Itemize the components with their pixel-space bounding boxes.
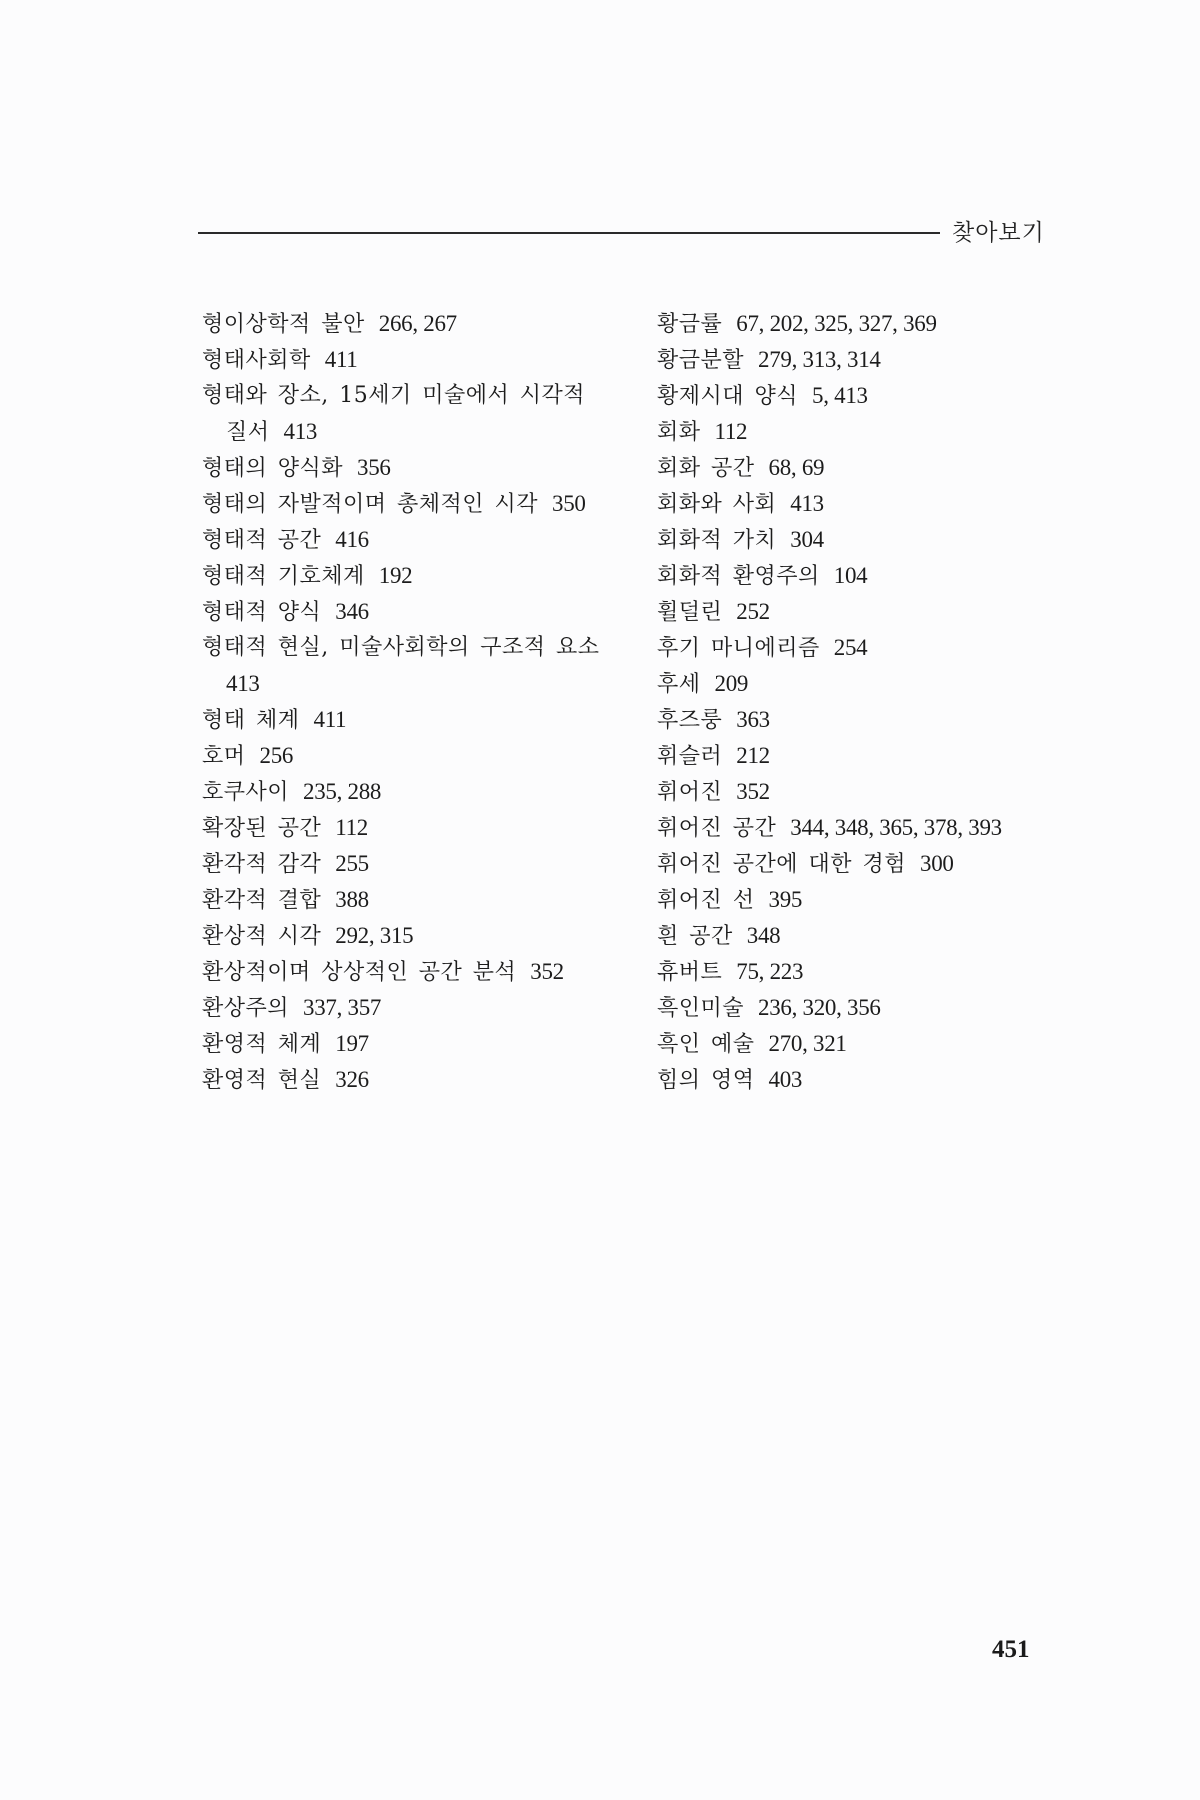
index-term: 환상적이며 상상적인 공간 분석 [202,960,517,985]
index-page-refs: 236, 320, 356 [758,995,881,1020]
index-entry [202,306,622,342]
index-entry [657,450,1097,486]
index-term: 형태적 공간 [202,528,322,553]
index-page-refs: 348 [746,923,781,948]
index-term: 형태적 현실, 미술사회학의 구조적 요소 [202,635,600,660]
index-term: 후즈룽 [657,708,723,733]
index-page-refs: 352 [530,959,564,984]
index-page-refs: 363 [736,707,770,732]
index-term: 환각적 감각 [202,852,322,877]
index-page-refs: 304 [790,527,824,552]
index-entry [202,486,622,522]
index-term: 형태사회학 [202,348,311,373]
index-page-refs: 352 [736,779,770,804]
index-term: 확장된 공간 [202,816,322,841]
index-entry [657,594,1097,630]
index-page-refs: 270, 321 [768,1031,847,1056]
index-entry [202,774,622,810]
index-term: 힘의 영역 [657,1068,755,1093]
index-entry [657,558,1097,594]
index-page-refs: 68, 69 [768,455,825,480]
index-entry [202,378,622,414]
index-page-refs: 411 [313,707,347,732]
index-entry [657,954,1097,990]
index-page-refs: 403 [768,1067,803,1092]
index-entry [657,486,1097,522]
index-term: 형태 체계 [202,708,300,733]
index-entry [657,810,1097,846]
index-page-refs: 255 [335,851,369,876]
index-term: 휠덜린 [657,600,723,625]
index-page-refs: 346 [335,599,369,624]
index-entry [657,738,1097,774]
index-entry [657,630,1097,666]
index-entry [202,342,622,378]
index-term: 황제시대 양식 [657,384,799,409]
index-entry [657,342,1097,378]
index-term: 휘어진 공간에 대한 경험 [657,852,907,877]
index-page-refs: 112 [714,419,748,444]
index-term: 휘어진 선 [657,888,755,913]
index-column-right [657,306,1097,1098]
index-entry [657,414,1097,450]
index-term: 환영적 체계 [202,1032,322,1057]
index-term: 황금률 [657,312,723,337]
index-entry [657,378,1097,414]
index-page-refs: 416 [335,527,369,552]
page-number: 451 [992,1636,1030,1663]
index-entry [202,594,622,630]
index-page-refs: 67, 202, 325, 327, 369 [736,311,937,336]
index-page-refs: 413 [283,419,318,444]
index-column-left [202,306,622,1098]
index-page-refs: 104 [833,563,868,588]
index-entry [202,846,622,882]
index-term: 휘슬러 [657,744,723,769]
index-term: 휴버트 [657,960,723,985]
index-page-refs: 212 [736,743,770,768]
index-page-refs: 344, 348, 365, 378, 393 [790,815,1002,840]
index-page-refs: 254 [833,635,868,660]
index-page-refs: 235, 288 [303,779,382,804]
index-entry [202,522,622,558]
index-page-refs: 192 [378,563,413,588]
index-term: 회화적 가치 [657,528,777,553]
index-term: 흰 공간 [657,924,733,949]
index-term: 황금분할 [657,348,745,373]
index-page-refs: 388 [335,887,369,912]
index-page-refs: 75, 223 [736,959,804,984]
index-term: 형태의 양식화 [202,456,344,481]
index-page-refs: 252 [736,599,770,624]
index-page-refs: 350 [552,491,586,516]
index-page-refs: 197 [335,1031,369,1056]
index-entry [657,846,1097,882]
index-entry [657,702,1097,738]
index-page-refs: 395 [768,887,803,912]
index-entry [657,990,1097,1026]
index-page-refs: 256 [259,743,294,768]
index-entry [657,882,1097,918]
index-term: 환영적 현실 [202,1068,322,1093]
index-term: 형이상학적 불안 [202,312,365,337]
index-term: 환상주의 [202,996,290,1021]
index-page-refs: 300 [920,851,954,876]
index-term: 흑인미술 [657,996,745,1021]
index-term: 형태적 기호체계 [202,564,365,589]
index-page-refs: 266, 267 [378,311,457,336]
index-entry [202,558,622,594]
index-page-refs: 413 [226,671,260,696]
index-page-refs: 279, 313, 314 [758,347,881,372]
index-term: 회화 공간 [657,456,755,481]
index-entry [202,630,622,666]
index-entry [202,450,622,486]
index-entry [202,738,622,774]
index-entry [202,1026,622,1062]
index-entry [202,702,622,738]
index-entry [657,522,1097,558]
index-entry [657,774,1097,810]
index-term: 회화적 환영주의 [657,564,820,589]
index-entry [657,1062,1097,1098]
index-entry [202,810,622,846]
index-entry [202,1062,622,1098]
index-page-refs: 209 [714,671,749,696]
index-entry [657,1026,1097,1062]
index-entry [657,306,1097,342]
index-page-refs: 5, 413 [812,383,868,408]
index-entry [202,666,622,702]
index-term: 호쿠사이 [202,780,290,805]
running-header: 찾아보기 [952,220,1045,246]
index-term: 휘어진 [657,780,723,805]
index-page-refs: 326 [335,1067,369,1092]
index-page-refs: 356 [357,455,391,480]
index-term: 형태적 양식 [202,600,322,625]
index-term: 후세 [657,672,701,697]
index-term: 후기 마니에리즘 [657,636,820,661]
index-entry [202,990,622,1026]
index-term: 회화와 사회 [657,492,777,517]
index-term: 환상적 시각 [202,924,322,949]
index-term: 호머 [202,744,246,769]
index-page-refs: 337, 357 [303,995,382,1020]
index-entry [202,882,622,918]
index-entry [657,918,1097,954]
index-term: 환각적 결합 [202,888,322,913]
index-term: 형태와 장소, 15세기 미술에서 시각적 [202,383,585,408]
index-entry [657,666,1097,702]
index-entry [202,954,622,990]
index-page-refs: 292, 315 [335,923,414,948]
index-term: 질서 [226,420,270,445]
header-rule [198,232,940,234]
index-entry [202,918,622,954]
index-page-refs: 411 [324,347,358,372]
index-page-refs: 413 [790,491,824,516]
index-page-refs: 112 [335,815,369,840]
index-term: 휘어진 공간 [657,816,777,841]
index-entry [202,414,622,450]
index-term: 형태의 자발적이며 총체적인 시각 [202,492,539,517]
index-term: 흑인 예술 [657,1032,755,1057]
index-term: 회화 [657,420,701,445]
